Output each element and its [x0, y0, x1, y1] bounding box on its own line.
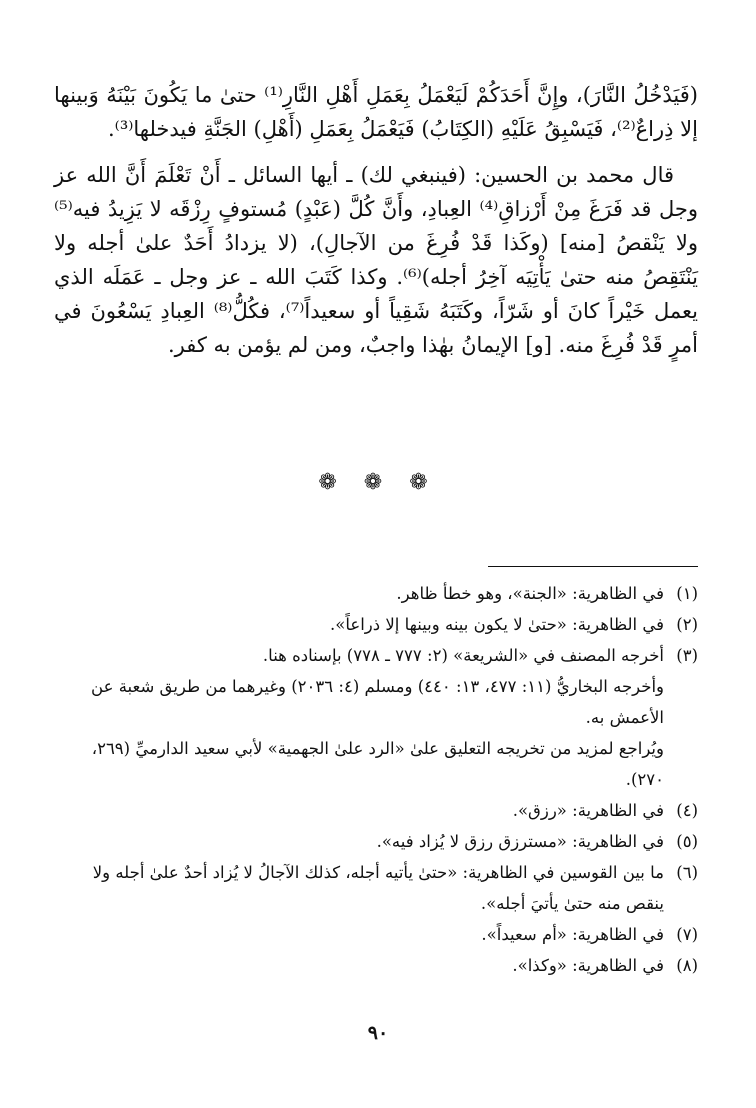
footnote	[54, 795, 698, 826]
footnote-text: في الظاهرية: «الجنة»، وهو خطأ ظاهر.	[396, 584, 664, 603]
footnote-text: ما بين القوسين في الظاهرية: «حتىٰ يأتيه أجله، كذلك الآجالُ لا يُزاد أحدٌ علىٰ أجله ولا ينقص منه حتىٰ يأتيَ أجله».	[92, 863, 664, 913]
footnote	[54, 826, 698, 857]
footnote-number: (٢)	[676, 615, 698, 634]
footnote-body	[54, 826, 664, 857]
footnote-divider	[488, 566, 698, 567]
footnote-text: في الظاهرية: «أم سعيداً».	[481, 925, 664, 944]
footnote-text: في الظاهرية: «حتىٰ لا يكون بينه وبينها إلا ذراعاً».	[329, 615, 664, 634]
footnote-body	[54, 919, 664, 950]
footnote-number: (٨)	[676, 956, 698, 975]
footnote-text: في الظاهرية: «مسترزق رزق لا يُزاد فيه».	[376, 832, 664, 851]
footnote-body	[54, 795, 664, 826]
footnote-number: (٤)	[676, 801, 698, 820]
footnote	[54, 919, 698, 950]
footnote-text: في الظاهرية: «رزق».	[512, 801, 664, 820]
footnote-number: (٥)	[676, 832, 698, 851]
footnote	[54, 640, 698, 795]
footnote-number: (١)	[676, 584, 698, 603]
main-paragraph: قال محمد بن الحسين: (فينبغي لك) ـ أيها السائل ـ أَنْ تَعْلَمَ أَنَّ الله عز وجل قد فَرَغَ مِنْ أَرْزاقِ⁽⁴⁾ العِبادِ، وأَنَّ كُلَّ (عَبْدٍ) مُستوفٍ رِزْقَه لا يَزِيدُ فيه⁽⁵⁾ ولا يَنْقصُ [منه] (وكَذا قَدْ فُرِغَ من الآجالِ)، (لا يزدادُ أَحَدٌ علىٰ أجله ولا يَنْتَقِصُ منه حتىٰ يَأْتِيَه آخِرُ أجله)⁽⁶⁾. وكذا كَتَبَ الله ـ عز وجل ـ عَمَلَه الذي يعمل خَيْراً كانَ أو شَرّاً، وكَتَبَهُ شَقِياً أو سعيداً⁽⁷⁾، فكُلُّ⁽⁸⁾ العِبادِ يَسْعُونَ في أمرٍ قَدْ فُرِغَ منه. [و] الإيمانُ بهٰذا واجبٌ، ومن لم يؤمن به كفر.	[54, 163, 698, 357]
footnote-text: في الظاهرية: «وكذا».	[512, 956, 664, 975]
footnote	[54, 857, 698, 919]
main-text	[54, 78, 698, 362]
page-number: ٩٠	[367, 1022, 389, 1044]
footnote-text: أخرجه المصنف في «الشريعة» (٢: ٧٧٧ ـ ٧٧٨) بإسناده هنا.	[262, 646, 664, 665]
footnote-text: وأخرجه البخاريُّ (١١: ٤٧٧، ١٣: ٤٤٠) ومسلم (٤: ٢٠٣٦) وغيرهما من طريق شعبة عن الأعمش به.	[91, 677, 664, 727]
footnote-number: (٧)	[676, 925, 698, 944]
footnote-body	[54, 578, 664, 609]
footnote-number: (٦)	[676, 863, 698, 882]
footnote-body	[54, 950, 664, 981]
footnote-number: (٣)	[676, 646, 698, 665]
footnote	[54, 950, 698, 981]
footnote-body	[54, 857, 664, 919]
footnote-text: ويُراجع لمزيد من تخريجه التعليق علىٰ «الرد علىٰ الجهمية» لأبي سعيد الدارميِّ (٢٦٩، ٢٧٠).	[91, 739, 664, 789]
main-paragraph: (فَيَدْخُلُ النَّارَ)، وإِنَّ أَحَدَكُمْ لَيَعْمَلُ بِعَمَلِ أَهْلِ النَّارِ⁽¹⁾ حتىٰ ما يَكُونَ بَيْنَهُ وَبينها إلا ذِراعٌ⁽²⁾، فَيَسْبِقُ عَلَيْهِ (الكِتَابُ) فَيَعْمَلُ بِعَمَلِ (أَهْلِ) الجَنَّةِ فيدخلها⁽³⁾.	[54, 83, 698, 141]
section-separator-ornament: ❁ ❁ ❁	[318, 470, 438, 495]
footnotes	[54, 578, 698, 981]
footnote	[54, 609, 698, 640]
footnote	[54, 578, 698, 609]
footnote-body	[54, 609, 664, 640]
footnote-body	[54, 640, 664, 795]
